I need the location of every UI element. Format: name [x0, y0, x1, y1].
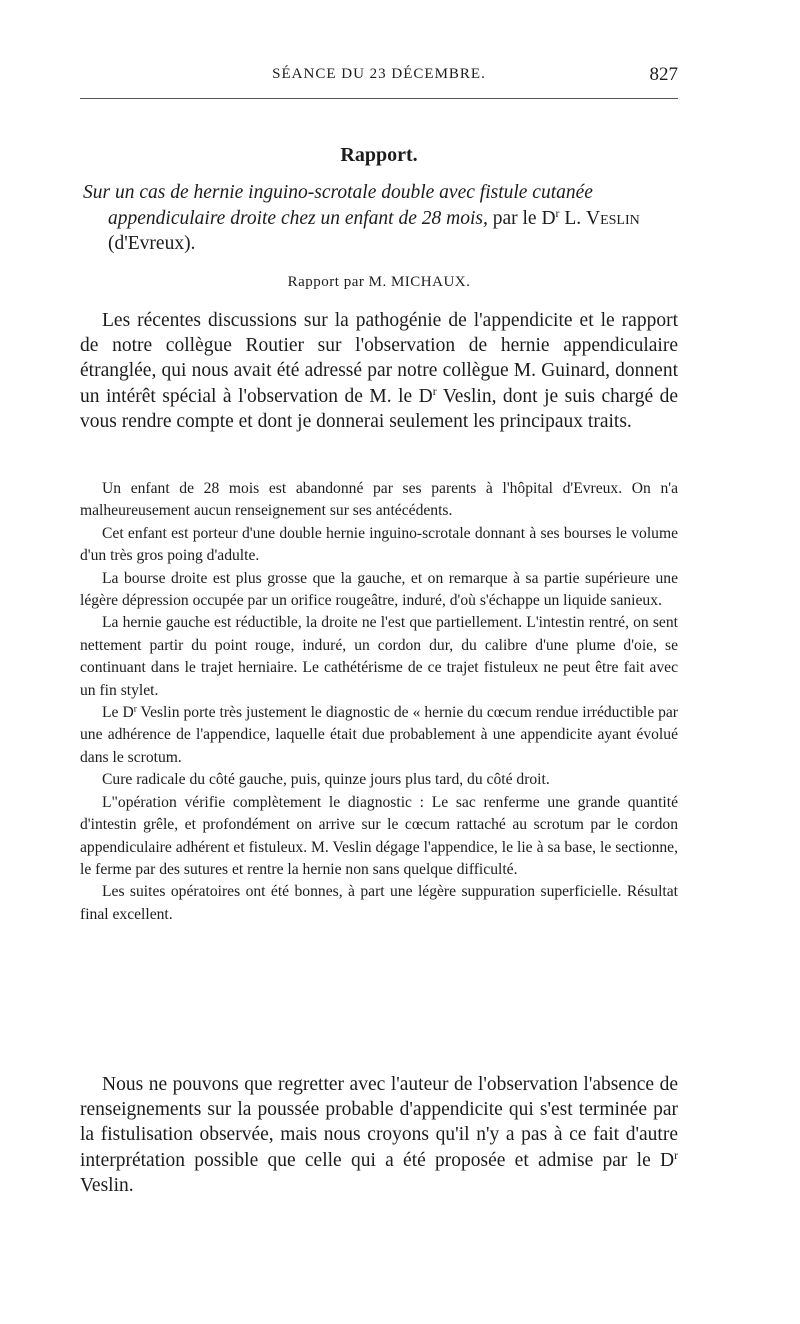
report-subtitle	[80, 180, 678, 257]
dr-abbrev: D	[541, 207, 556, 229]
running-head	[80, 64, 678, 86]
observation-block	[80, 478, 678, 926]
subtitle-by: par le	[492, 207, 537, 229]
subtitle-italic: Sur un cas de hernie inguino-scrotale double avec fistule cutanée appendiculaire droite chez un enfant de 28 mois,	[83, 182, 593, 229]
page-number: 827	[649, 64, 678, 85]
dr-abbrev: D	[660, 1149, 675, 1171]
obs-text-b: Veslin porte très justement le diagnostic de « hernie du cœcum rendue irréductible par une adhérence de l'appendice, laquelle était due probablement à une appendicite ayant évolué dans le scrotum.	[80, 704, 678, 766]
obs-text-a: Le	[102, 704, 119, 722]
running-title: SÉANCE DU 23 DÉCEMBRE.	[272, 66, 486, 82]
observation-paragraph: Les suites opératoires ont été bonnes, à part une légère suppuration superficielle. Résultat final excellent.	[80, 883, 678, 923]
subtitle-dr	[541, 208, 559, 229]
observation-paragraph: Cet enfant est porteur d'une double hernie inguino-scrotale donnant à ses bourses le volume d'un très gros poing d'adulte.	[80, 524, 678, 565]
dr-abbrev: D	[418, 385, 433, 407]
closing-text-a: Nous ne pouvons que regretter avec l'auteur de l'observation l'absence de renseignements sur la poussée probable d'appendicite qui s'est terminée par la fistulisation observée, mais nous croyons qu'il n'y a pas à ce fait d'autre interprétation possible que celle qui a été proposée et admise par le	[80, 1074, 678, 1171]
section-heading: Rapport.	[340, 144, 418, 166]
dr-superscript: r	[432, 384, 437, 398]
dr-abbrev: D	[122, 704, 134, 722]
observation-paragraph: La bourse droite est plus grosse que la gauche, et on remarque à sa partie supérieure une légère dépression occupée par un orifice rougeâtre, induré, d'où s'échappe un liquide sanieux.	[80, 569, 678, 610]
intro-paragraph	[80, 308, 678, 434]
header-rule	[80, 98, 678, 99]
dr-superscript: r	[133, 704, 137, 715]
observation-paragraph: L"opération vérifie complètement le diagnostic : Le sac renferme une grande quantité d'intestin grêle, et profondément on arrive sur le cœcum rattaché au scrotum par le cordon appendiculaire adhérent et fistuleux. M. Veslin dégage l'appendice, le lie à sa base, le sectionne, le ferme par des sutures et rentre la hernie non sans quelque difficulté.	[80, 793, 678, 878]
report-by-line: Rapport par M. MICHAUX.	[287, 274, 471, 290]
intro-text-a: Les récentes discussions sur la pathogénie de l'appendicite et le rapport de notre collègue Routier sur l'observation de hernie appendiculaire étranglée, qui nous avait été adressé par notre collègue M. Guinard, donnent un intérêt spécial à l'observation de M. le	[80, 310, 678, 407]
closing-text	[80, 1072, 678, 1198]
closing-paragraph	[80, 1072, 678, 1198]
author-name: Veslin	[585, 207, 640, 229]
intro-text	[80, 308, 678, 434]
observation-paragraph: Un enfant de 28 mois est abandonné par ses parents à l'hôpital d'Evreux. On n'a malheureusement aucun renseignement sur ses antécédents.	[80, 480, 678, 520]
closing-text-b: Veslin.	[80, 1174, 134, 1196]
dr-superscript: r	[674, 1148, 679, 1162]
observation-paragraph: La hernie gauche est réductible, la droite ne l'est que partiellement. L'intestin rentré, on sent nettement partir du point rouge, induré, un cordon dur, du calibre d'une plume d'oie, se continuant dans le trajet herniaire. Le cathétérisme de ce trajet fistuleux ne peut être fait avec un fin stylet.	[80, 614, 678, 699]
intro-text-b: Veslin, dont je suis chargé de vous rendre compte et dont je donnerai seulement les principaux traits.	[80, 385, 679, 432]
observation-paragraph: Cure radicale du côté gauche, puis, quinze jours plus tard, du côté droit.	[102, 771, 550, 789]
author-initial: L.	[564, 207, 582, 229]
subtitle-text	[80, 180, 678, 257]
observation-paragraph	[80, 702, 678, 769]
author-place: (d'Evreux).	[108, 233, 196, 254]
dr-superscript: r	[555, 206, 560, 220]
